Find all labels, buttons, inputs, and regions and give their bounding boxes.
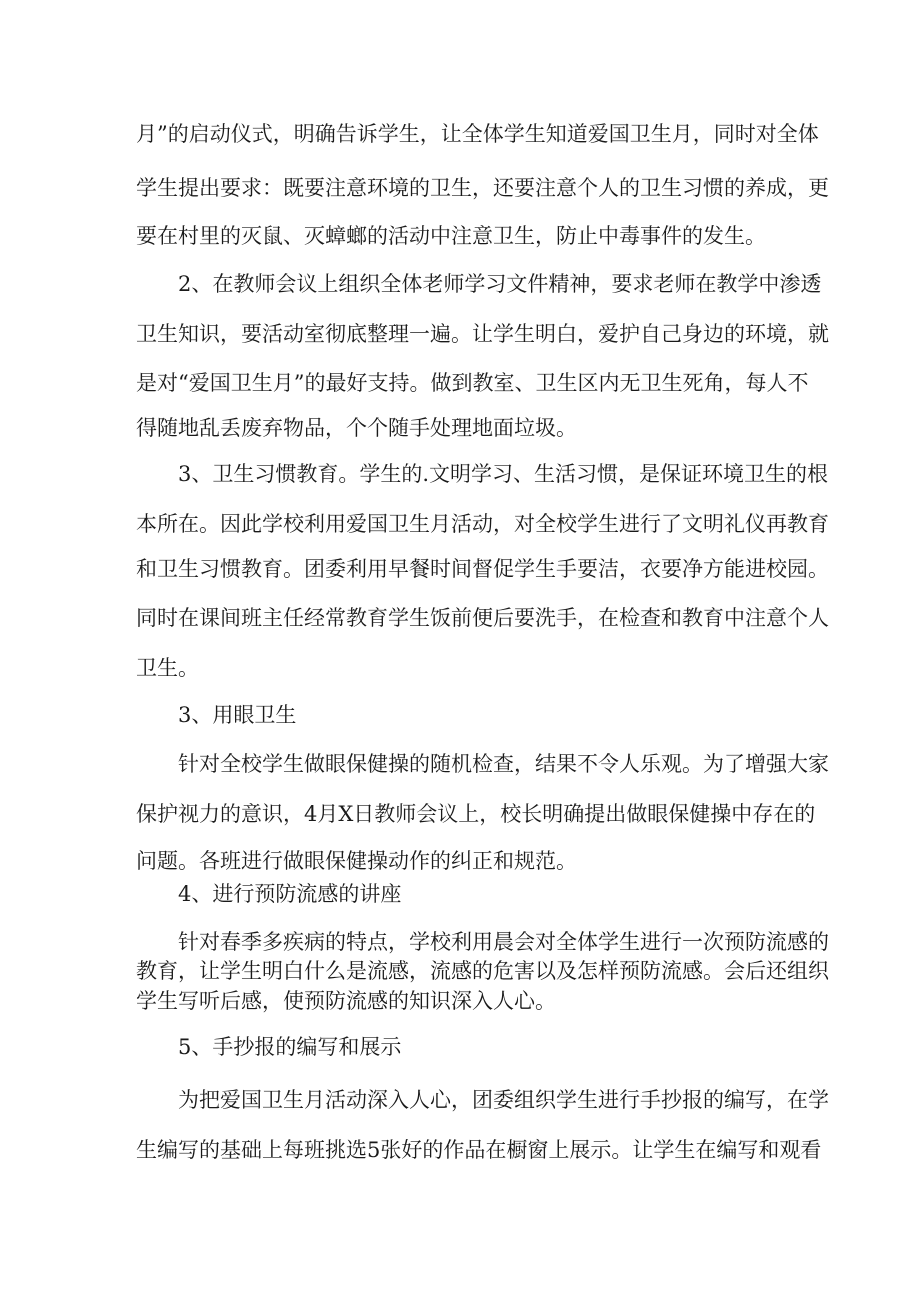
text-line: 本所在。因此学校利用爱国卫生月活动，对全校学生进行了文明礼仪再教育 [136,512,829,536]
text-line: 学生写听后感，使预防流感的知识深入人心。 [136,989,556,1013]
text-line: 卫生。 [136,656,199,680]
text-line: 问题。各班进行做眼保健操动作的纠正和规范。 [136,849,577,873]
text-line: 针对春季多疾病的特点，学校利用晨会对全体学生进行一次预防流感的 [178,930,829,954]
text-line: 生编写的基础上每班挑选5张好的作品在橱窗上展示。让学生在编写和观看 [136,1138,822,1162]
text-line: 学生提出要求：既要注意环境的卫生，还要注意个人的卫生习惯的养成，更 [136,176,829,200]
text-line: 和卫生习惯教育。团委利用早餐时间督促学生手要洁，衣要净方能进校园。 [136,557,829,581]
text-line: 月”的启动仪式，明确告诉学生，让全体学生知道爱国卫生月，同时对全体 [136,122,819,146]
text-line: 卫生知识，要活动室彻底整理一遍。让学生明白，爱护自己身边的环境，就 [136,322,829,346]
text-line: 教育，让学生明白什么是流感，流感的危害以及怎样预防流感。会后还组织 [136,959,829,983]
text-line: 2、在教师会议上组织全体老师学习文件精神，要求老师在教学中渗透 [178,272,822,296]
text-line: 为把爱国卫生月活动深入人心，团委组织学生进行手抄报的编写，在学 [178,1088,829,1112]
section-heading: 3、用眼卫生 [178,703,297,727]
text-line: 针对全校学生做眼保健操的随机检查，结果不令人乐观。为了增强大家 [178,752,829,776]
section-heading: 4、进行预防流感的讲座 [178,882,402,906]
text-line: 要在村里的灭鼠、灭蟑螂的活动中注意卫生，防止中毒事件的发生。 [136,224,766,248]
section-heading: 5、手抄报的编写和展示 [178,1035,402,1059]
text-line: 得随地乱丢废弃物品，个个随手处理地面垃圾。 [136,416,577,440]
text-line: 保护视力的意识，4月X日教师会议上，校长明确提出做眼保健操中存在的 [136,802,816,826]
text-line: 同时在课间班主任经常教育学生饭前便后要洗手，在检查和教育中注意个人 [136,606,829,630]
text-line: 是对“爱国卫生月”的最好支持。做到教室、卫生区内无卫生死角，每人不 [136,371,809,395]
text-line: 3、卫生习惯教育。学生的.文明学习、生活习惯，是保证环境卫生的根 [178,462,829,486]
